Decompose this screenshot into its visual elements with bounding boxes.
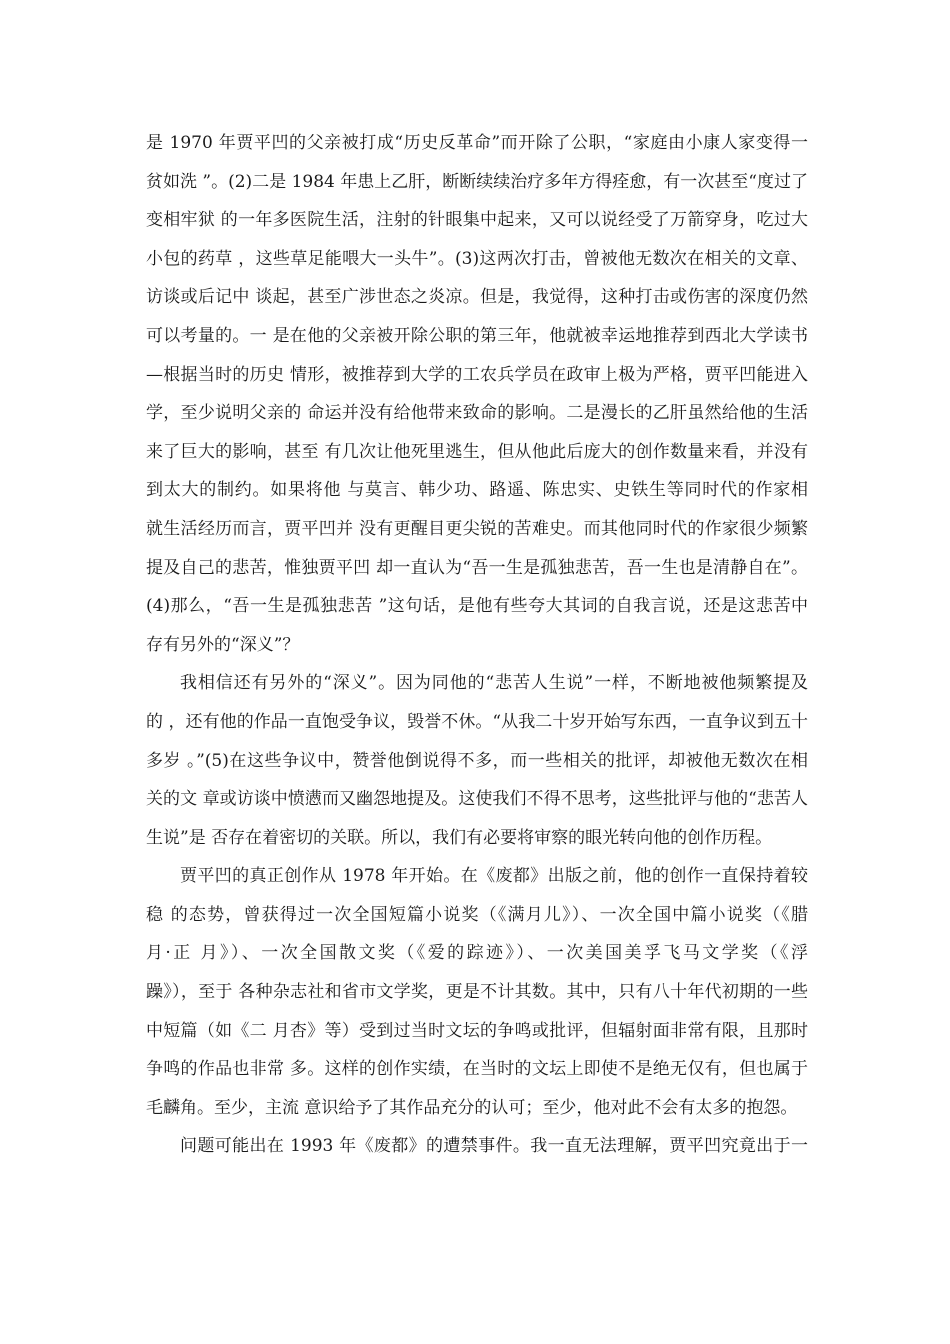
text-line: 稳 的态势，曾获得过一次全国短篇小说奖（《满月儿》）、一次全国中篇小说奖（《腊 [146,904,808,925]
body-text [146,124,808,1166]
text-line: 来了巨大的影响，甚至 有几次让他死里逃生，但从他此后庞大的创作数量来看，并没有 [146,441,808,462]
text-line: 变相牢狱 的一年多医院生活，注射的针眼集中起来，又可以说经受了万箭穿身，吃过大 [146,210,808,231]
text-line: 毛麟角。至少，主流 意识给予了其作品充分的认可；至少，他对此不会有太多的抱怨。 [146,1097,798,1118]
text-line: 争鸣的作品也非常 多。这样的创作实绩，在当时的文坛上即使不是绝无仅有，但也属于 [146,1059,808,1080]
text-line: —根据当时的历史 情形，被推荐到大学的工农兵学员在政审上极为严格，贾平凹能进入 [146,364,808,385]
paragraph-first-line: 贾平凹的真正创作从 1978 年开始。在《废都》出版之前，他的创作一直保持着较 [180,866,808,887]
text-line: 到太大的制约。如果将他 与莫言、韩少功、路遥、陈忠实、史铁生等同时代的作家相 [146,480,808,501]
text-line: 可以考量的。一 是在他的父亲被开除公职的第三年，他就被幸运地推荐到西北大学读书 [146,325,808,346]
text-line: 关的文 章或访谈中愤懑而又幽怨地提及。这使我们不得不思考，这些批评与他的“悲苦人 [146,789,808,810]
text-line: 贫如洗 ”。(2)二是 1984 年患上乙肝，断断续续治疗多年方得痊愈，有一次甚至“度过了 [146,171,808,192]
text-line: 就生活经历而言，贾平凹并 没有更醒目更尖锐的苦难史。而其他同时代的作家很少频繁 [146,518,808,539]
text-line: 的 ，还有他的作品一直饱受争议，毁誉不休。“从我二十岁开始写东西，一直争议到五十 [146,711,808,732]
text-line: (4)那么，“吾一生是孤独悲苦 ”这句话，是他有些夸大其词的自我言说，还是这悲苦中 [146,596,808,617]
paragraph-first-line: 问题可能出在 1993 年《废都》的遭禁事件。我一直无法理解，贾平凹究竟出于一 [180,1136,808,1157]
text-line: 躁》），至于 各种杂志社和省市文学奖，更是不计其数。其中，只有八十年代初期的一些 [146,982,808,1003]
text-line: 小包的药草 ，这些草足能喂大一头牛”。(3)这两次打击，曾被他无数次在相关的文章、 [146,248,808,269]
text-line: 学，至少说明父亲的 命运并没有给他带来致命的影响。二是漫长的乙肝虽然给他的生活 [146,403,808,424]
text-line: 生说”是 否存在着密切的关联。所以，我们有必要将审察的眼光转向他的创作历程。 [146,827,773,848]
text-line: 多岁 。”(5)在这些争议中，赞誉他倒说得不多，而一些相关的批评，却被他无数次在相 [146,750,808,771]
text-line: 是 1970 年贾平凹的父亲被打成“历史反革命”而开除了公职，“家庭由小康人家变得一 [146,133,808,153]
paragraph-first-line: 我相信还有另外的“深义”。因为同他的“悲苦人生说”一样，不断地被他频繁提及 [180,673,808,694]
text-line: 提及自己的悲苦，惟独贾平凹 却一直认为“吾一生是孤独悲苦，吾一生也是清静自在”。 [146,557,808,578]
text-line: 访谈或后记中 谈起，甚至广涉世态之炎凉。但是，我觉得，这种打击或伤害的深度仍然 [146,287,808,308]
text-line: 存有另外的“深义”？ [146,634,300,655]
text-line: 月·正 月》）、一次全国散文奖（《爱的踪迹》）、一次美国美孚飞马文学奖（《浮 [146,943,808,964]
text-line: 中短篇（如《二 月杏》等）受到过当时文坛的争鸣或批评，但辐射面非常有限，且那时 [146,1020,808,1041]
